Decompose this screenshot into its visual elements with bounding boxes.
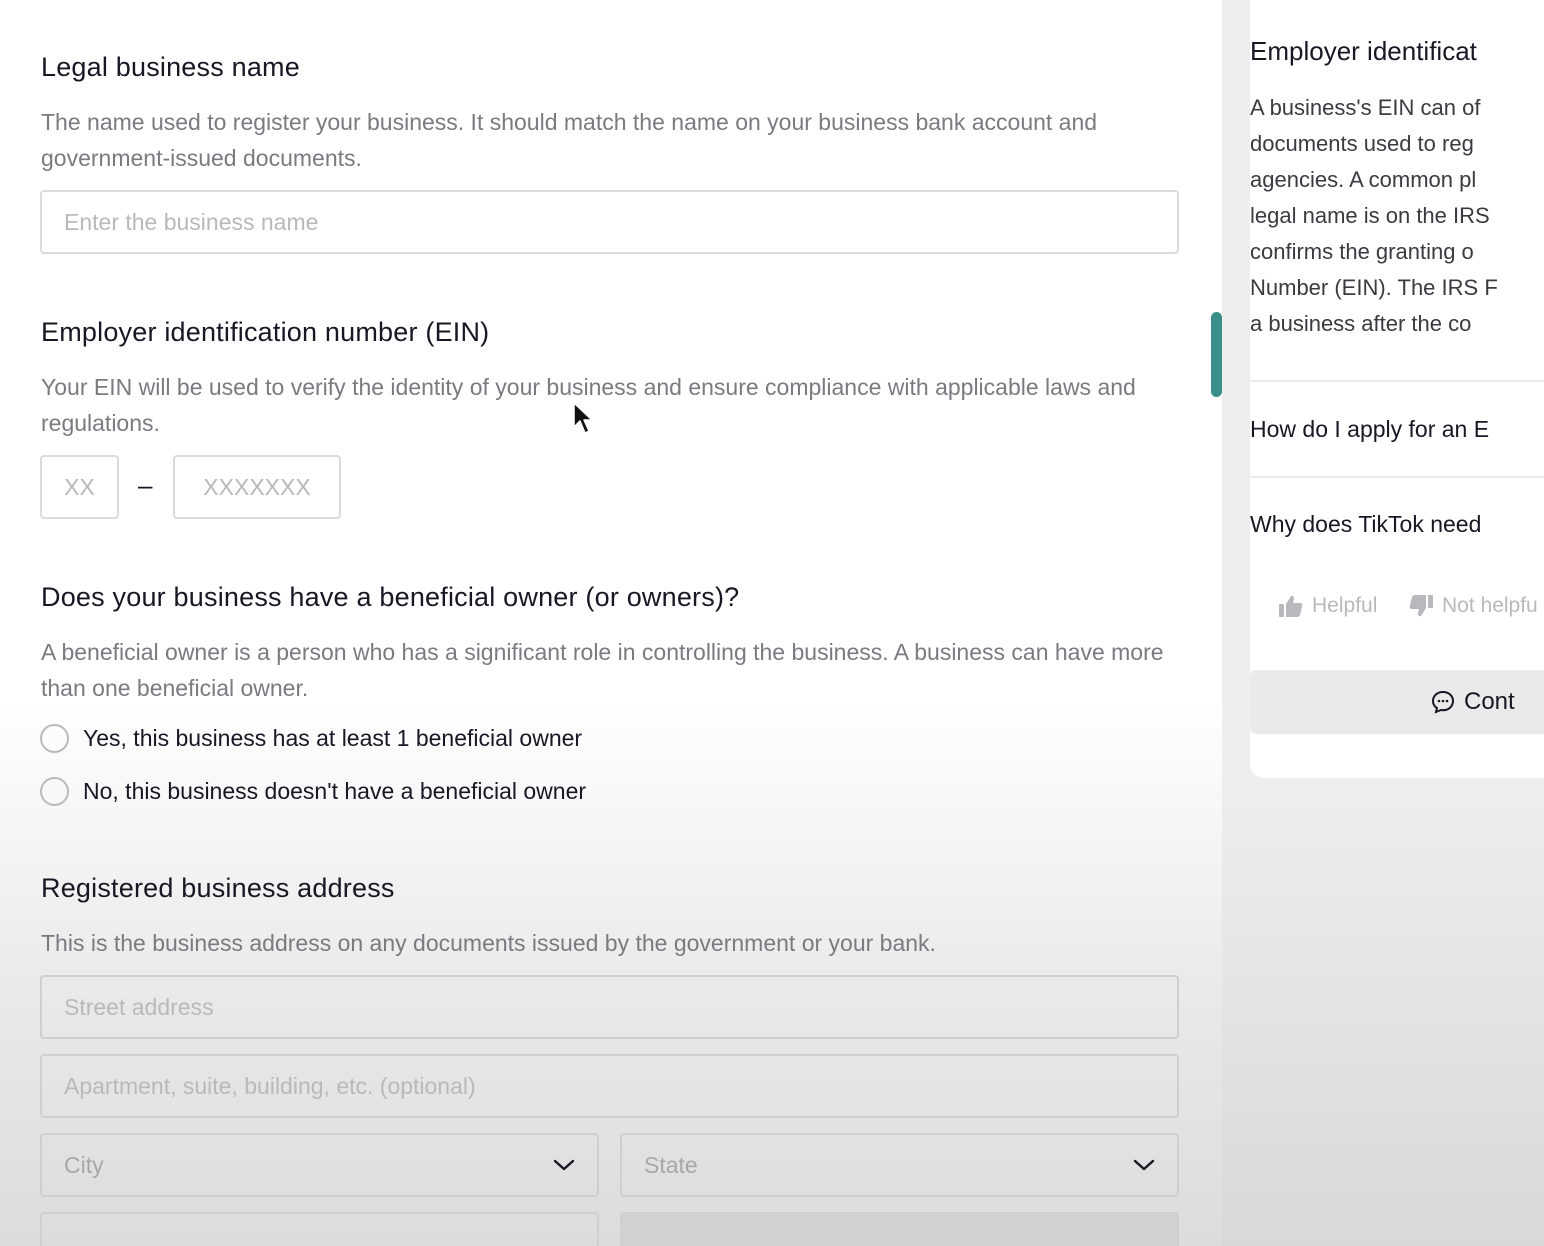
help-body-line: Number (EIN). The IRS F xyxy=(1250,275,1498,300)
faq-item-apply-ein[interactable]: How do I apply for an E xyxy=(1250,416,1490,442)
radio-option-yes[interactable] xyxy=(40,724,582,753)
ein-description: Your EIN will be used to verify the identity of your business and ensure compliance with applicable laws and regulations. xyxy=(41,374,1136,436)
help-body-line: legal name is on the IRS xyxy=(1250,203,1490,228)
state-select-value: State xyxy=(644,1151,698,1178)
help-body-line: a business after the co xyxy=(1250,311,1472,336)
chat-bubble-icon xyxy=(1430,689,1456,715)
mouse-pointer-icon xyxy=(573,402,595,436)
legal-name-input[interactable] xyxy=(40,190,1179,254)
street-address-input[interactable] xyxy=(40,975,1179,1039)
help-body-line: confirms the granting o xyxy=(1250,239,1474,264)
radio-option-no[interactable] xyxy=(40,777,586,806)
thumbs-up-icon xyxy=(1278,594,1304,618)
help-body xyxy=(1250,90,1544,342)
scrollbar-thumb[interactable] xyxy=(1211,312,1222,397)
radio-label: Yes, this business has at least 1 beneficial owner xyxy=(83,725,583,751)
help-side-panel xyxy=(1222,0,1544,1246)
beneficial-owner-description: A beneficial owner is a person who has a significant role in controlling the business. A business can have more than one beneficial owner. xyxy=(41,639,1164,701)
helpful-label: Helpful xyxy=(1312,594,1378,617)
help-divider xyxy=(1250,380,1544,382)
help-body-line: agencies. A common pl xyxy=(1250,167,1477,192)
apartment-input[interactable] xyxy=(40,1054,1179,1118)
country-input-partial[interactable] xyxy=(620,1212,1179,1246)
city-select[interactable] xyxy=(40,1133,599,1197)
help-body-line: documents used to reg xyxy=(1250,131,1474,156)
radio-button[interactable] xyxy=(40,724,69,753)
not-helpful-label: Not helpfu xyxy=(1442,594,1538,617)
faq-item-why-tiktok[interactable]: Why does TikTok need xyxy=(1250,511,1482,537)
ein-title: Employer identification number (EIN) xyxy=(41,317,490,347)
address-title: Registered business address xyxy=(41,873,395,903)
help-title: Employer identificat xyxy=(1250,36,1477,66)
ein-prefix-input[interactable] xyxy=(40,455,119,519)
ein-separator: – xyxy=(138,470,153,500)
contact-button[interactable] xyxy=(1250,670,1544,734)
address-description: This is the business address on any documents issued by the government or your bank. xyxy=(41,930,936,956)
contact-label: Cont xyxy=(1464,688,1515,715)
beneficial-owner-title: Does your business have a beneficial owner (or owners)? xyxy=(41,582,740,612)
thumbs-down-icon xyxy=(1408,594,1434,618)
chevron-down-icon xyxy=(1133,1158,1155,1172)
helpful-button[interactable] xyxy=(1278,594,1377,618)
legal-name-description: The name used to register your business. It should match the name on your business bank account and government-issued documents. xyxy=(41,109,1098,171)
zip-input-partial[interactable] xyxy=(40,1212,599,1246)
help-body-line: A business's EIN can of xyxy=(1250,95,1481,120)
help-divider xyxy=(1250,476,1544,478)
radio-label: No, this business doesn't have a beneficial owner xyxy=(83,778,587,804)
state-select[interactable] xyxy=(620,1133,1179,1197)
not-helpful-button[interactable] xyxy=(1408,594,1538,618)
ein-suffix-input[interactable] xyxy=(173,455,341,519)
legal-name-title: Legal business name xyxy=(41,52,300,82)
chevron-down-icon xyxy=(553,1158,575,1172)
city-select-value: City xyxy=(64,1151,104,1178)
radio-button[interactable] xyxy=(40,777,69,806)
